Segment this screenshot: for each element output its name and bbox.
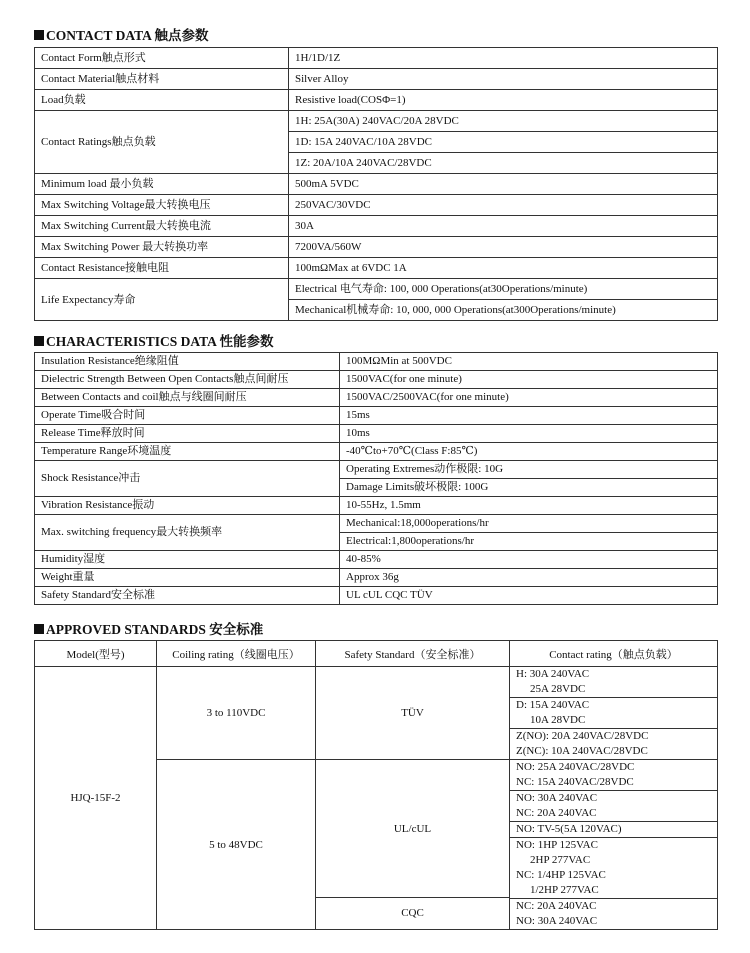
contact-value xyxy=(289,279,718,321)
characteristics-row xyxy=(35,569,718,587)
characteristics-row xyxy=(35,443,718,461)
contact-rating-line: 1/2HP 277VAC xyxy=(530,884,599,896)
contact-value: 500mA 5VDC xyxy=(289,174,718,195)
characteristics-value: 10ms xyxy=(340,425,718,443)
characteristics-label: Weight重量 xyxy=(35,569,340,587)
standard-tuv: TÜV xyxy=(316,667,510,760)
contact-rating-group xyxy=(510,790,717,821)
contact-value: Resistive load(COSΦ=1) xyxy=(289,90,718,111)
characteristics-value: 10-55Hz, 1.5mm xyxy=(340,497,718,515)
contact-rating-group xyxy=(510,821,717,837)
standard-ul: UL/cUL xyxy=(393,823,432,835)
contact-data-table xyxy=(34,47,718,321)
characteristics-label: Temperature Range环境温度 xyxy=(35,443,340,461)
contact-rating-group xyxy=(510,728,717,759)
contact-label: Max Switching Voltage最大转换电压 xyxy=(35,195,289,216)
contact-value: 250VAC/30VDC xyxy=(289,195,718,216)
contact-value: 30A xyxy=(289,216,718,237)
characteristics-value-line: Mechanical:18,000operations/hr xyxy=(346,517,489,529)
contact-rating-line: 10A 28VDC xyxy=(530,714,586,726)
contact-rating-line: NC: 20A 240VAC xyxy=(516,900,597,912)
contact-row xyxy=(35,216,718,237)
contact-value: 1H/1D/1Z xyxy=(289,48,718,69)
contact-label: Contact Material触点材料 xyxy=(35,69,289,90)
characteristics-label: Humidity湿度 xyxy=(35,551,340,569)
contact-rating-line: NO: 30A 240VAC xyxy=(516,792,598,804)
characteristics-value: 15ms xyxy=(340,407,718,425)
contact-rating-group xyxy=(516,760,717,790)
characteristics-row xyxy=(35,551,718,569)
contact-value: 7200VA/560W xyxy=(289,237,718,258)
contact-label: Minimum load 最小负载 xyxy=(35,174,289,195)
contact-rating-line: NC: 20A 240VAC xyxy=(516,807,597,819)
contact-row xyxy=(35,258,718,279)
model-cell: HJQ-15F-2 xyxy=(35,667,157,930)
characteristics-value: 40-85% xyxy=(340,551,718,569)
contact-rating-ul-cqc xyxy=(510,760,718,930)
contact-value-line: Electrical 电气寿命: 100, 000 Operations(at30Operations/minute) xyxy=(295,283,588,295)
approved-standards-table xyxy=(34,640,718,930)
characteristics-row xyxy=(35,407,718,425)
characteristics-label: Safety Standard安全标准 xyxy=(35,587,340,605)
characteristics-row xyxy=(35,371,718,389)
contact-row xyxy=(35,111,718,174)
characteristics-row xyxy=(35,515,718,551)
characteristics-value: 1500VAC(for one minute) xyxy=(340,371,718,389)
contact-rating-tuv xyxy=(510,667,718,760)
contact-label: Max Switching Power 最大转换功率 xyxy=(35,237,289,258)
contact-value xyxy=(289,111,718,174)
characteristics-label: Vibration Resistance振动 xyxy=(35,497,340,515)
contact-rating-group xyxy=(510,697,717,728)
contact-row xyxy=(35,279,718,321)
contact-rating-line: NC: 1/4HP 125VAC xyxy=(516,869,606,881)
contact-rating-line: NO: 1HP 125VAC xyxy=(516,839,598,851)
section-title-approved: APPROVED STANDARDS 安全标准 xyxy=(34,622,263,638)
contact-rating-line: NO: 30A 240VAC xyxy=(516,915,598,927)
standard-cqc: CQC xyxy=(316,897,509,928)
contact-value-line: Mechanical机械寿命: 10, 000, 000 Operations(at300Operations/minute) xyxy=(289,299,717,320)
square-bullet-icon xyxy=(34,336,44,346)
header-coiling-rating: Coiling rating（线圈电压） xyxy=(157,641,316,667)
contact-label: Max Switching Current最大转换电流 xyxy=(35,216,289,237)
characteristics-table xyxy=(34,352,718,605)
contact-row xyxy=(35,174,718,195)
contact-row xyxy=(35,195,718,216)
square-bullet-icon xyxy=(34,624,44,634)
contact-rating-line: NC: 15A 240VAC/28VDC xyxy=(516,776,634,788)
characteristics-value: Approx 36g xyxy=(340,569,718,587)
header-contact-rating: Contact rating（触点负载） xyxy=(510,641,718,667)
characteristics-value-line: Damage Limits破坏极限: 100G xyxy=(340,478,717,496)
contact-value-line: 1H: 25A(30A) 240VAC/20A 28VDC xyxy=(295,115,459,127)
characteristics-label: Release Time释放时间 xyxy=(35,425,340,443)
contact-rating-line: NO: TV-5(5A 120VAC) xyxy=(516,823,622,835)
characteristics-row xyxy=(35,587,718,605)
coil-rating-1: 3 to 110VDC xyxy=(157,667,316,760)
characteristics-value: 1500VAC/2500VAC(for one minute) xyxy=(340,389,718,407)
characteristics-value: -40℃to+70℃(Class F:85℃) xyxy=(340,443,718,461)
contact-rating-group xyxy=(510,837,717,898)
characteristics-label: Shock Resistance冲击 xyxy=(35,461,340,497)
contact-value: 100mΩMax at 6VDC 1A xyxy=(289,258,718,279)
contact-rating-group xyxy=(510,898,717,929)
characteristics-label: Between Contacts and coil触点与线圈间耐压 xyxy=(35,389,340,407)
contact-label: Contact Resistance接触电阻 xyxy=(35,258,289,279)
square-bullet-icon xyxy=(34,30,44,40)
contact-label: Contact Form触点形式 xyxy=(35,48,289,69)
contact-rating-line: Z(NC): 10A 240VAC/28VDC xyxy=(516,745,648,757)
characteristics-row xyxy=(35,497,718,515)
characteristics-row xyxy=(35,425,718,443)
contact-label: Load负载 xyxy=(35,90,289,111)
characteristics-label: Dielectric Strength Between Open Contacts触点间耐压 xyxy=(35,371,340,389)
characteristics-row xyxy=(35,461,718,497)
section-title-characteristics: CHARACTERISTICS DATA 性能参数 xyxy=(34,334,274,350)
contact-row xyxy=(35,48,718,69)
section-title-contact: CONTACT DATA 触点参数 xyxy=(34,28,209,44)
contact-value-line: 1Z: 20A/10A 240VAC/28VDC xyxy=(289,152,717,173)
header-model: Model(型号) xyxy=(35,641,157,667)
characteristics-row xyxy=(35,353,718,371)
contact-value: Silver Alloy xyxy=(289,69,718,90)
characteristics-row xyxy=(35,389,718,407)
characteristics-value-line: Electrical:1,800operations/hr xyxy=(340,532,717,550)
characteristics-value: 100MΩMin at 500VDC xyxy=(340,353,718,371)
contact-label: Life Expectancy寿命 xyxy=(35,279,289,321)
characteristics-label: Insulation Resistance绝缘阻值 xyxy=(35,353,340,371)
contact-rating-line: Z(NO): 20A 240VAC/28VDC xyxy=(516,730,649,742)
contact-row xyxy=(35,69,718,90)
contact-rating-group xyxy=(516,667,717,697)
contact-rating-line: NO: 25A 240VAC/28VDC xyxy=(516,761,635,773)
coil-rating-2: 5 to 48VDC xyxy=(157,760,316,930)
contact-row xyxy=(35,237,718,258)
characteristics-label: Max. switching frequency最大转换频率 xyxy=(35,515,340,551)
contact-rating-line: H: 30A 240VAC xyxy=(516,668,590,680)
header-safety-standard: Safety Standard（安全标准） xyxy=(316,641,510,667)
characteristics-value xyxy=(340,461,718,497)
characteristics-value xyxy=(340,515,718,551)
standard-ul-cqc-cell xyxy=(316,760,510,930)
characteristics-value: UL cUL CQC TÜV xyxy=(340,587,718,605)
contact-rating-line: 2HP 277VAC xyxy=(530,854,591,866)
contact-rating-line: D: 15A 240VAC xyxy=(516,699,590,711)
characteristics-label: Operate Time吸合时间 xyxy=(35,407,340,425)
contact-label: Contact Ratings触点负载 xyxy=(35,111,289,174)
contact-rating-line: 25A 28VDC xyxy=(530,683,586,695)
contact-row xyxy=(35,90,718,111)
characteristics-value-line: Operating Extremes动作极限: 10G xyxy=(346,463,504,475)
contact-value-line: 1D: 15A 240VAC/10A 28VDC xyxy=(289,131,717,152)
